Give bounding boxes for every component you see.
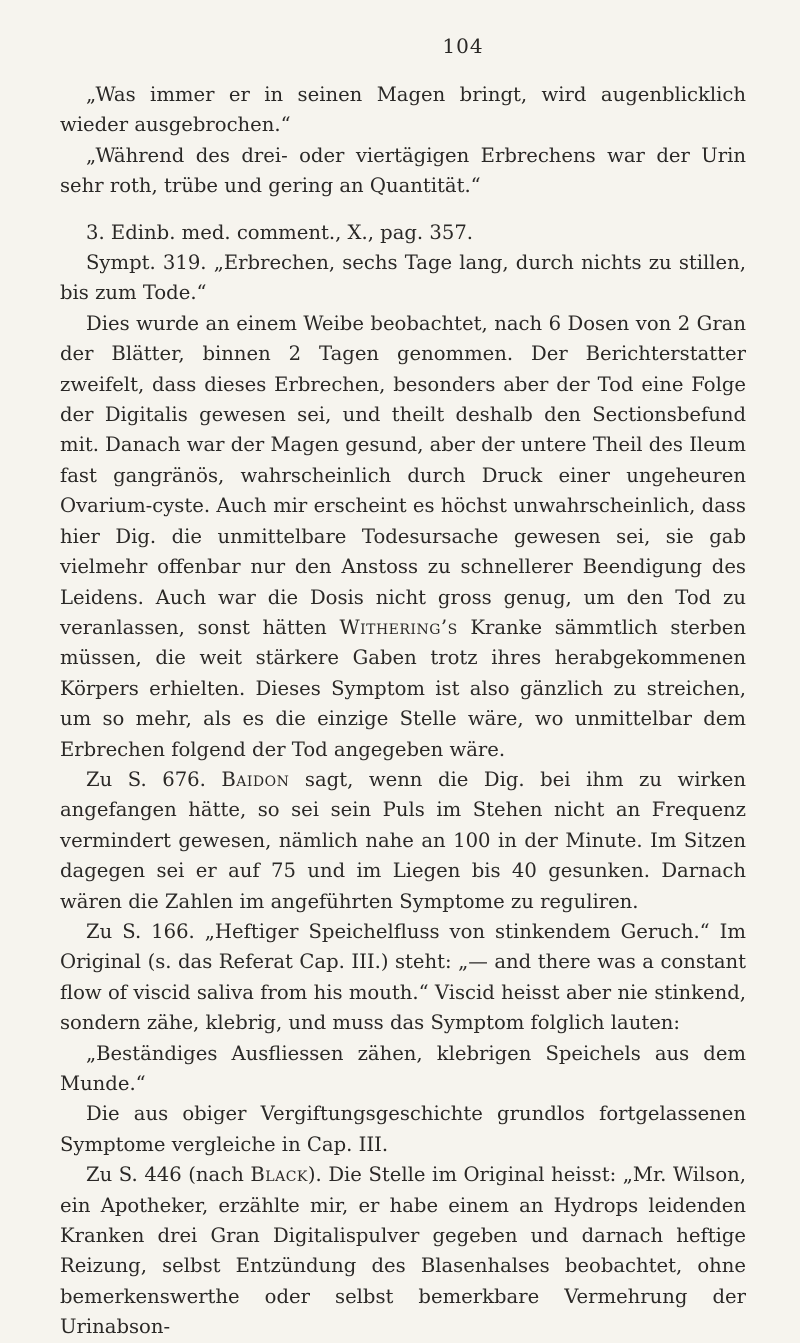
quote-urine <box>60 141 746 202</box>
note-s166-text: Zu S. 166. „Heftiger Speichelfluss von stinkendem Geruch.“ Im Original (s. das Referat Cap. III.) steht: „— and there was a constant flow of viscid saliva from his mouth.“ Viscid heisst aber nie stinkend, sondern zähe, klebrig, und muss das Symptom folglich lauten: <box>60 919 746 1035</box>
omitted-symptoms-note <box>60 1099 746 1160</box>
note-s166 <box>60 917 746 1039</box>
case-discussion-text: Dies wurde an einem Weibe beobachtet, nach 6 Dosen von 2 Gran der Blätter, binnen 2 Tagen genommen. Der Berichterstatter zweifelt, dass dieses Erbrechen, besonders aber der Tod eine Folge der Digitalis gewesen sei, und theilt deshalb den Sectionsbefund mit. Danach war der Magen gesund, aber der untere Theil des Ileum fast gangränös, wahrscheinlich durch Druck einer ungeheuren Ovarium-cyste. Auch mir erscheint es höchst unwahrscheinlich, dass hier Dig. die unmittelbare Todesursache gewesen sei, sie gab vielmehr offenbar nur den Anstoss zu schnellerer Beendigung des Leidens. Auch war die Dosis nicht gross genug, um den Tod zu veranlassen, sonst hätten <box>60 311 746 639</box>
quote-vomiting-text: „Was immer er in seinen Magen bringt, wird augenblicklich wieder ausgebrochen.“ <box>60 83 746 137</box>
quote-vomiting <box>60 80 746 141</box>
quote-urine-text: „Während des drei- oder viertägigen Erbrechens war der Urin sehr roth, trübe und gering an Quantität.“ <box>60 143 746 198</box>
symptom-319-text: Sympt. 319. „Erbrechen, sechs Tage lang, durch nichts zu stillen, bis zum Tode.“ <box>60 251 746 305</box>
note-s676-text: sagt, wenn die Dig. bei ihm zu wirken angefangen hätte, so sei sein Puls im Stehen nicht an Frequenz vermindert gewesen, nämlich nahe an 100 in der Minute. Im Sitzen dagegen sei er auf 75 und im Liegen bis 40 gesunken. Darnach wären die Zahlen im angeführten Symptome zu reguliren. <box>60 767 747 913</box>
source-reference-text: 3. Edinb. med. comment., X., pag. 357. <box>86 220 474 244</box>
corrected-symptom-text: „Beständiges Ausfliessen zähen, klebrigen Speichels aus dem Munde.“ <box>60 1041 746 1095</box>
page-number: 104 <box>442 34 484 58</box>
note-s446-text: ). Die Stelle im Original heisst: „Mr. Wilson, ein Apotheker, erzählte mir, er habe einem an Hydrops leidenden Kranken drei Gran Digitalispulver gegeben und darnach heftige Reizung, selbst Entzündung des Blasenhalses beobachtet, ohne bemerkenswerthe oder selbst bemerkbare Vermehrung der Urinabson- <box>60 1163 746 1339</box>
source-reference <box>60 218 746 248</box>
note-s446-label: Zu S. 446 (nach <box>86 1163 244 1187</box>
case-discussion-end: Kranke sämmtlich sterben müssen, die weit stärkere Gaben trotz ihres herabgekommenen Körpers erhielten. Dieses Symptom ist also gänzlich zu streichen, um so mehr, als es die einzige Stelle wäre, wo unmittelbar dem Erbrechen folgend der Tod angegeben wäre. <box>60 615 746 761</box>
author-black: Black <box>250 1163 308 1187</box>
symptom-319 <box>60 248 746 309</box>
page <box>60 34 746 1343</box>
note-s676 <box>60 765 746 917</box>
case-discussion <box>60 309 746 765</box>
author-withering: Withering’s <box>339 615 458 639</box>
omitted-symptoms-note-text: Die aus obiger Vergiftungsgeschichte grundlos fortgelassenen Symptome vergleiche in Cap. III. <box>60 1102 746 1156</box>
note-s676-label: Zu S. 676. <box>86 767 206 791</box>
corrected-symptom <box>60 1039 746 1100</box>
section-gap <box>60 202 746 218</box>
author-baidon: Baidon <box>221 767 290 791</box>
note-s446 <box>60 1160 746 1342</box>
